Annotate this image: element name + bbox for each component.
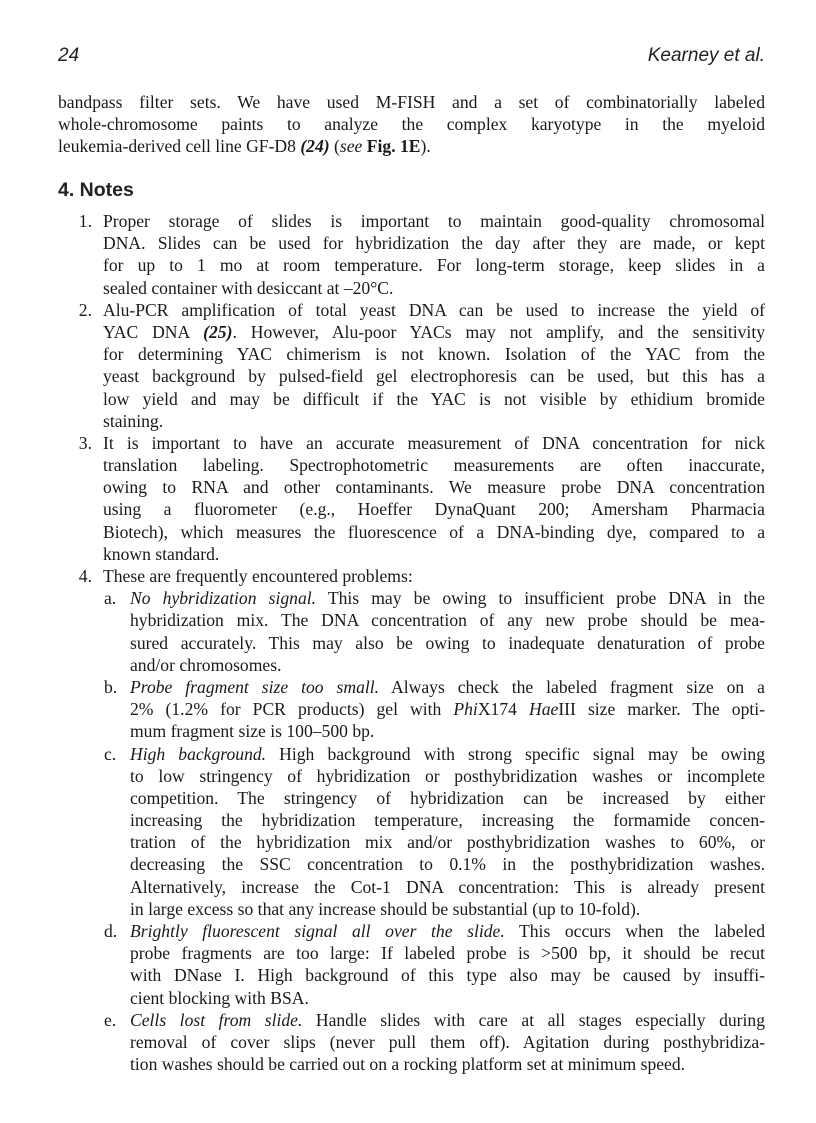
- subitem-letter: b.: [104, 676, 118, 697]
- text-line: [103, 210, 765, 232]
- text-line: [130, 876, 765, 898]
- text-run: decreasing the SSC concentration to 0.1% in the posthybridization washes.: [130, 854, 765, 875]
- text-run: (: [329, 136, 340, 157]
- text-run: and/or chromosomes.: [130, 654, 282, 675]
- text-run: removal of cover slips (never pull them off). Agitation during posthybridiza-: [130, 1031, 765, 1052]
- text-line: [130, 698, 765, 720]
- text-line: [130, 853, 765, 875]
- text-run: staining.: [103, 410, 164, 431]
- text-run: It is important to have an accurate measurement of DNA concentration for nick: [103, 432, 765, 453]
- text-line: [58, 113, 765, 135]
- italic-text: see: [339, 136, 363, 157]
- citation: (24): [300, 136, 330, 157]
- text-run: for determining YAC chimerism is not known. Isolation of the YAC from the: [103, 344, 765, 365]
- text-line: [130, 1053, 765, 1075]
- text-run: whole-chromosome paints to analyze the complex karyotype in the myeloid: [58, 114, 765, 135]
- text-run: Biotech), which measures the fluorescence of a DNA-binding dye, compared to a: [103, 521, 765, 542]
- text-line: [130, 765, 765, 787]
- text-line: [130, 787, 765, 809]
- note-number: 1.: [78, 211, 92, 231]
- text-run: III size marker. The opti-: [558, 699, 765, 720]
- text-run: tion washes should be carried out on a rocking platform set at minimum speed.: [130, 1054, 686, 1075]
- text-line: [130, 1031, 765, 1053]
- note-number: 3.: [78, 432, 92, 453]
- text-line: [130, 632, 765, 654]
- text-line: [103, 476, 765, 498]
- text-line: [130, 587, 765, 609]
- text-run: DNA. Slides can be used for hybridization the day after they are made, or kept: [103, 233, 765, 254]
- italic-text: Phi: [453, 699, 478, 720]
- text-line: [130, 831, 765, 853]
- page-number: 24: [58, 45, 80, 66]
- text-line: [103, 498, 765, 520]
- italic-text: No hybridization signal.: [130, 588, 317, 609]
- text-run: sealed container with desiccant at –20°C.: [103, 277, 394, 298]
- text-run: These are frequently encountered problems:: [103, 566, 413, 586]
- text-line: [103, 321, 765, 343]
- text-run: to low stringency of hybridization or posthybridization washes or incomplete: [130, 765, 765, 786]
- note-subitem: [58, 1009, 765, 1076]
- text-line: [103, 521, 765, 543]
- note-subitem: [58, 587, 765, 676]
- italic-text: Brightly fluorescent signal all over the slide.: [130, 921, 505, 941]
- text-run: leukemia-derived cell line GF-D8: [58, 136, 301, 157]
- text-run: known standard.: [103, 543, 220, 564]
- text-run: 2% (1.2% for PCR products) gel with: [130, 699, 454, 720]
- italic-text: Hae: [529, 699, 559, 720]
- text-line: [130, 654, 765, 676]
- text-run: . However, Alu-poor YACs may not amplify, and the sensitivity: [232, 321, 765, 342]
- text-line: [103, 299, 765, 321]
- text-run: YAC DNA: [103, 321, 204, 342]
- subitem-letter: e.: [104, 1009, 117, 1030]
- italic-text: Cells lost from slide.: [130, 1009, 303, 1030]
- subitem-letter: c.: [104, 743, 117, 764]
- section-heading-notes: 4. Notes: [58, 179, 134, 201]
- text-line: [103, 254, 765, 276]
- text-run: with DNase I. High background of this type also may be caused by insuffi-: [130, 965, 765, 986]
- text-run: yeast background by pulsed-field gel electrophoresis can be used, but this has a: [103, 366, 765, 387]
- text-run: in large excess so that any increase should be substantial (up to 10-fold).: [130, 898, 641, 919]
- text-run: using a fluorometer (e.g., Hoeffer DynaQuant 200; Amersham Pharmacia: [103, 499, 765, 520]
- note-number: 2.: [78, 299, 92, 320]
- running-head: Kearney et al.: [647, 45, 765, 66]
- bold-text: Fig. 1E: [366, 136, 421, 157]
- text-line: [130, 964, 765, 986]
- text-line: [130, 743, 765, 765]
- text-line: [130, 809, 765, 831]
- text-line: [103, 365, 765, 387]
- text-line: [103, 432, 765, 454]
- text-line: [103, 388, 765, 410]
- text-run: mum fragment size is 100–500 bp.: [130, 721, 375, 742]
- note-item: [58, 565, 765, 587]
- text-line: [130, 720, 765, 742]
- text-line: [130, 676, 765, 698]
- text-run: Alternatively, increase the Cot-1 DNA concentration: This is already present: [130, 876, 765, 897]
- note-subitem: [58, 743, 765, 921]
- text-run: competition. The stringency of hybridization can be increased by either: [130, 787, 765, 808]
- note-item: [58, 432, 765, 565]
- text-line: [103, 410, 765, 432]
- text-line: [103, 277, 765, 299]
- text-run: cient blocking with BSA.: [130, 987, 309, 1008]
- text-line: [130, 942, 765, 964]
- text-run: translation labeling. Spectrophotometric measurements are often inaccurate,: [103, 455, 765, 476]
- italic-text: High background.: [130, 743, 267, 764]
- text-line: [103, 454, 765, 476]
- notes-list: [58, 210, 765, 1075]
- citation: (25): [203, 321, 233, 342]
- text-line: [103, 543, 765, 565]
- text-run: Handle slides with care at all stages especially during: [302, 1009, 765, 1030]
- note-item: [58, 299, 765, 432]
- note-item: [58, 210, 765, 299]
- text-run: tration of the hybridization mix and/or posthybridization washes to 60%, or: [130, 832, 765, 853]
- text-line: [130, 987, 765, 1009]
- text-line: [130, 898, 765, 920]
- text-run: increasing the hybridization temperature, increasing the formamide concen-: [130, 810, 765, 831]
- text-run: This may be owing to insufficient probe DNA in the: [316, 588, 765, 609]
- text-run: Proper storage of slides is important to maintain good-quality chromosomal: [103, 211, 765, 231]
- subitem-letter: a.: [104, 588, 117, 609]
- note-subitem: [58, 920, 765, 1009]
- text-run: bandpass filter sets. We have used M-FISH and a set of combinatorially labeled: [58, 92, 765, 112]
- text-run: High background with strong specific signal may be owing: [266, 743, 765, 764]
- text-line: [130, 920, 765, 942]
- text-run: sured accurately. This may also be owing to inadequate denaturation of probe: [130, 632, 765, 653]
- text-run: probe fragments are too large: If labeled probe is >500 bp, it should be recut: [130, 943, 765, 964]
- text-run: low yield and may be difficult if the YAC is not visible by ethidium bromide: [103, 388, 765, 409]
- note-number: 4.: [78, 566, 92, 586]
- text-run: ).: [420, 136, 431, 157]
- text-line: [103, 232, 765, 254]
- text-line: [58, 91, 765, 113]
- note-subitem: [58, 676, 765, 743]
- text-line: [103, 565, 765, 587]
- text-run: X174: [477, 699, 529, 720]
- text-run: owing to RNA and other contaminants. We measure probe DNA concentration: [103, 477, 765, 498]
- text-run: Always check the labeled fragment size on a: [379, 676, 765, 697]
- text-line: [130, 609, 765, 631]
- italic-text: Probe fragment size too small.: [130, 676, 380, 697]
- text-line: [58, 135, 765, 157]
- subitem-letter: d.: [104, 921, 118, 941]
- text-line: [103, 343, 765, 365]
- text-run: hybridization mix. The DNA concentration of any new probe should be mea-: [130, 610, 765, 631]
- text-line: [130, 1009, 765, 1031]
- intro-paragraph: [58, 91, 765, 158]
- text-run: Alu-PCR amplification of total yeast DNA can be used to increase the yield of: [103, 299, 765, 320]
- text-run: This occurs when the labeled: [504, 921, 765, 941]
- text-run: for up to 1 mo at room temperature. For long-term storage, keep slides in a: [103, 255, 765, 276]
